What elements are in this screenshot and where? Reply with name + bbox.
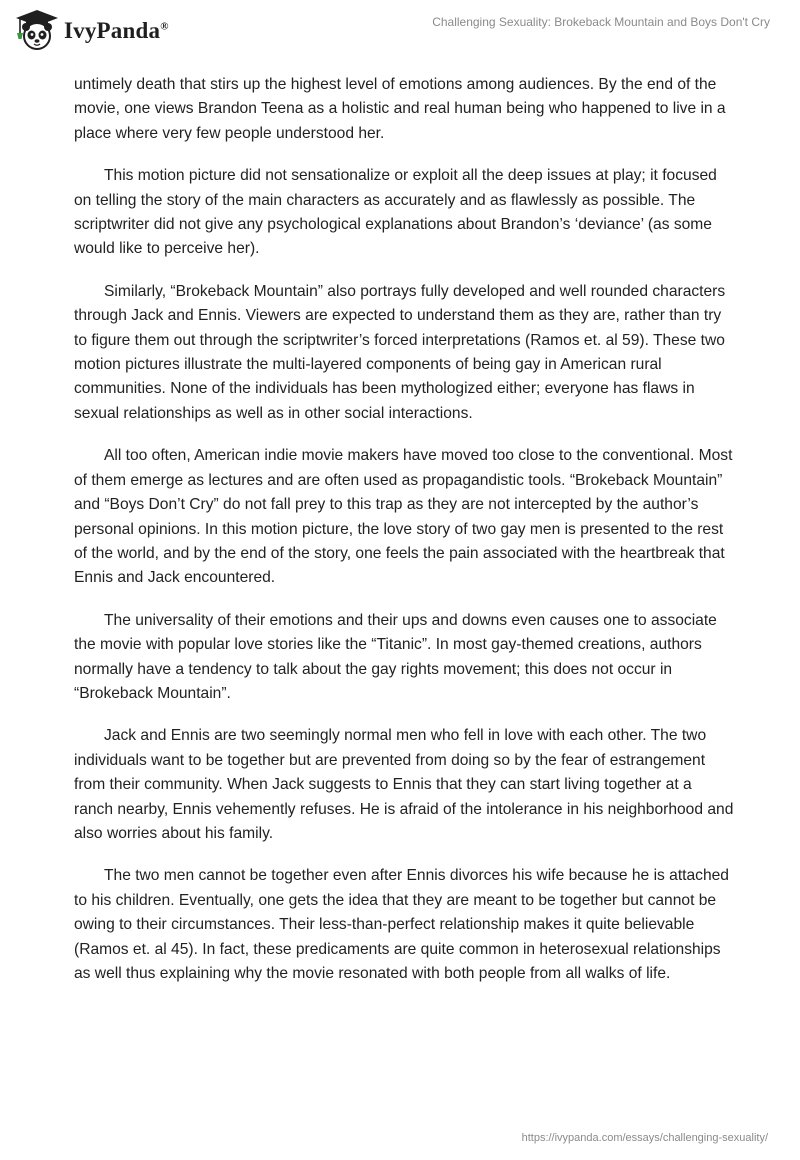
essay-body	[74, 73, 734, 1004]
paragraph: All too often, American indie movie makers have moved too close to the conventional. Most of them emerge as lectures and are often used as propagandistic tools. “Brokeback Mountain” and “Boys Don’t Cry” do not fall prey to this trap as they are not intercepted by the author’s personal opinions. In this motion picture, the love story of two gay men is presented to the rest of the world, and by the end of the story, one feels the pain associated with the heartbreak that Ennis and Jack encountered.	[74, 447, 733, 587]
ivypanda-logo[interactable]	[14, 8, 169, 52]
paragraph: Similarly, “Brokeback Mountain” also portrays fully developed and well rounded characters through Jack and Ennis. Viewers are expected to understand them as they are, rather than try to figure them out through the scriptwriter’s forced interpretations (Ramos et. al 59). These two motion pictures illustrate the multi-layered components of being gay in American rural communities. None of the individuals has been mythologized either; everyone has flaws in sexual relationships as well as in other social interactions.	[74, 282, 726, 422]
page-header	[0, 0, 800, 70]
source-url-link[interactable]: https://ivypanda.com/essays/challenging-sexuality/	[521, 1132, 768, 1144]
brand-name: IvyPanda®	[64, 18, 169, 43]
paragraph: The two men cannot be together even after Ennis divorces his wife because he is attached to his children. Eventually, one gets the idea that they are meant to be together but cannot be owing to their circumstances. Their less-than-perfect relationship makes it quite believable (Ramos et. al 45). In fact, these predicaments are quite common in heterosexual relationships as well thus explaining why the movie resonated with both people from all walks of life.	[74, 867, 729, 982]
paragraph: untimely death that stirs up the highest level of emotions among audiences. By the end of the movie, one views Brandon Teena as a holistic and real human being who happened to live in a place where very few people understood her.	[74, 76, 726, 142]
document-title: Challenging Sexuality: Brokeback Mountain and Boys Don't Cry	[432, 15, 770, 29]
paragraph: Jack and Ennis are two seemingly normal men who fell in love with each other. The two individuals want to be together but are prevented from doing so by the fear of estrangement from their community. When Jack suggests to Ennis that they can start living together at a ranch nearby, Ennis vehemently refuses. He is afraid of the intolerance in his neighborhood and also worries about his family.	[74, 727, 734, 842]
paragraph: The universality of their emotions and their ups and downs even causes one to associate the movie with popular love stories like the “Titanic”. In most gay-themed creations, authors normally have a tendency to talk about the gay rights movement; this does not occur in “Brokeback Mountain”.	[74, 611, 717, 702]
panda-graduate-icon	[14, 8, 60, 52]
paragraph: This motion picture did not sensationalize or exploit all the deep issues at play; it focused on telling the story of the main characters as accurately and as flawlessly as possible. The scriptwriter did not give any psychological explanations about Brandon’s ‘deviance’ (as some would like to perceive her).	[74, 167, 717, 258]
